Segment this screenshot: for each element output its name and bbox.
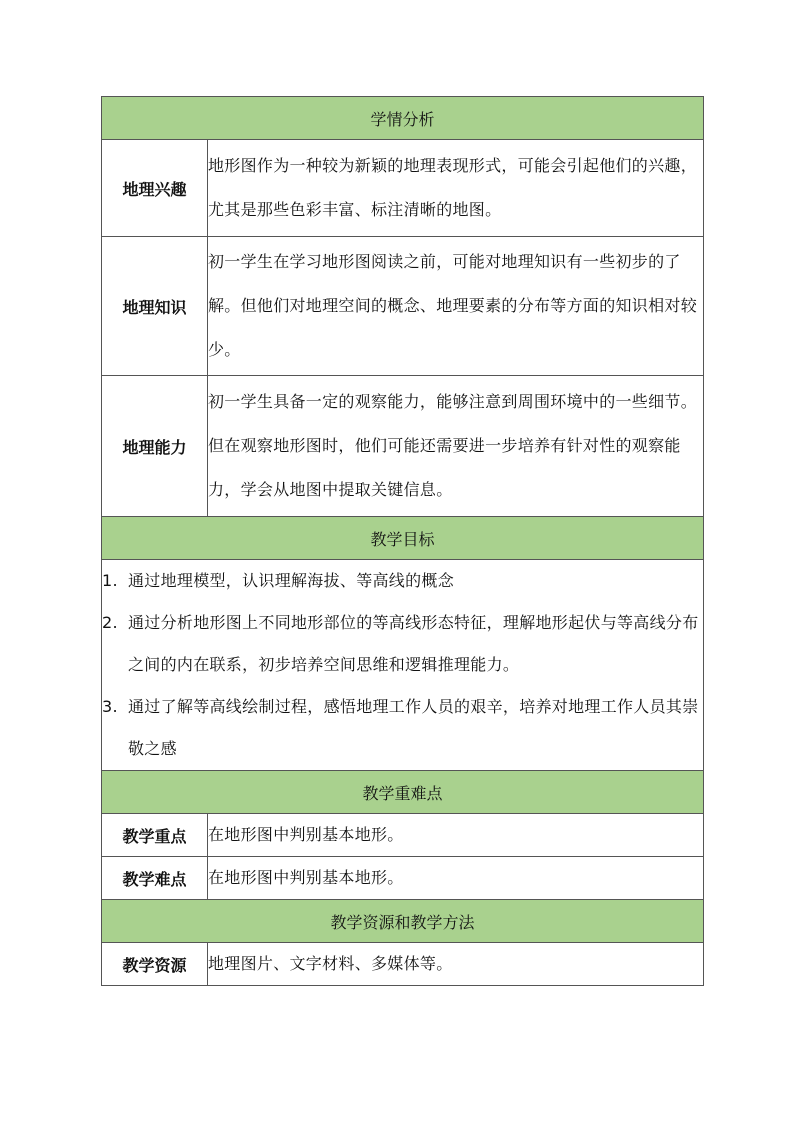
key-points-header: 教学重难点: [102, 771, 704, 814]
interest-label: 地理兴趣: [102, 140, 208, 237]
teaching-goals-list: [102, 560, 704, 771]
interest-text: 地形图作为一种较为新颖的地理表现形式，可能会引起他们的兴趣，尤其是那些色彩丰富、标注清晰的地图。: [208, 140, 704, 237]
teaching-goals-header: 教学目标: [102, 517, 704, 560]
resources-header: 教学资源和教学方法: [102, 900, 704, 943]
ability-text: 初一学生具备一定的观察能力，能够注意到周围环境中的一些细节。但在观察地形图时，他们可能还需要进一步培养有针对性的观察能力，学会从地图中提取关键信息。: [208, 376, 704, 517]
goal-text: 通过地理模型，认识理解海拔、等高线的概念: [128, 571, 455, 590]
ability-row: [102, 376, 704, 517]
goal-number: 1.: [102, 571, 118, 590]
resources-label: 教学资源: [102, 943, 208, 986]
knowledge-row: [102, 237, 704, 376]
interest-row: [102, 140, 704, 237]
goal-text: 通过分析地形图上不同地形部位的等高线形态特征，理解地形起伏与等高线分布之间的内在联系，初步培养空间思维和逻辑推理能力。: [128, 613, 699, 674]
teaching-goals-header-row: [102, 517, 704, 560]
teaching-goals-row: [102, 560, 704, 771]
knowledge-text: 初一学生在学习地形图阅读之前，可能对地理知识有一些初步的了解。但他们对地理空间的概念、地理要素的分布等方面的知识相对较少。: [208, 237, 704, 376]
difficult-point-label: 教学难点: [102, 857, 208, 900]
key-point-row: [102, 814, 704, 857]
resources-text: 地理图片、文字材料、多媒体等。: [208, 943, 704, 986]
lesson-plan-table: [101, 96, 704, 986]
ability-label: 地理能力: [102, 376, 208, 517]
resources-header-row: [102, 900, 704, 943]
goal-text: 通过了解等高线绘制过程，感悟地理工作人员的艰辛，培养对地理工作人员其崇敬之感: [128, 697, 699, 758]
resources-row: [102, 943, 704, 986]
student-analysis-header-row: [102, 97, 704, 140]
difficult-point-text: 在地形图中判别基本地形。: [208, 857, 704, 900]
difficult-point-row: [102, 857, 704, 900]
key-point-text: 在地形图中判别基本地形。: [208, 814, 704, 857]
key-point-label: 教学重点: [102, 814, 208, 857]
goal-item-1: [102, 560, 703, 602]
goal-number: 2.: [102, 613, 118, 632]
goal-number: 3.: [102, 697, 118, 716]
student-analysis-header: 学情分析: [102, 97, 704, 140]
goal-item-3: [102, 686, 703, 770]
knowledge-label: 地理知识: [102, 237, 208, 376]
key-points-header-row: [102, 771, 704, 814]
goal-item-2: [102, 602, 703, 686]
